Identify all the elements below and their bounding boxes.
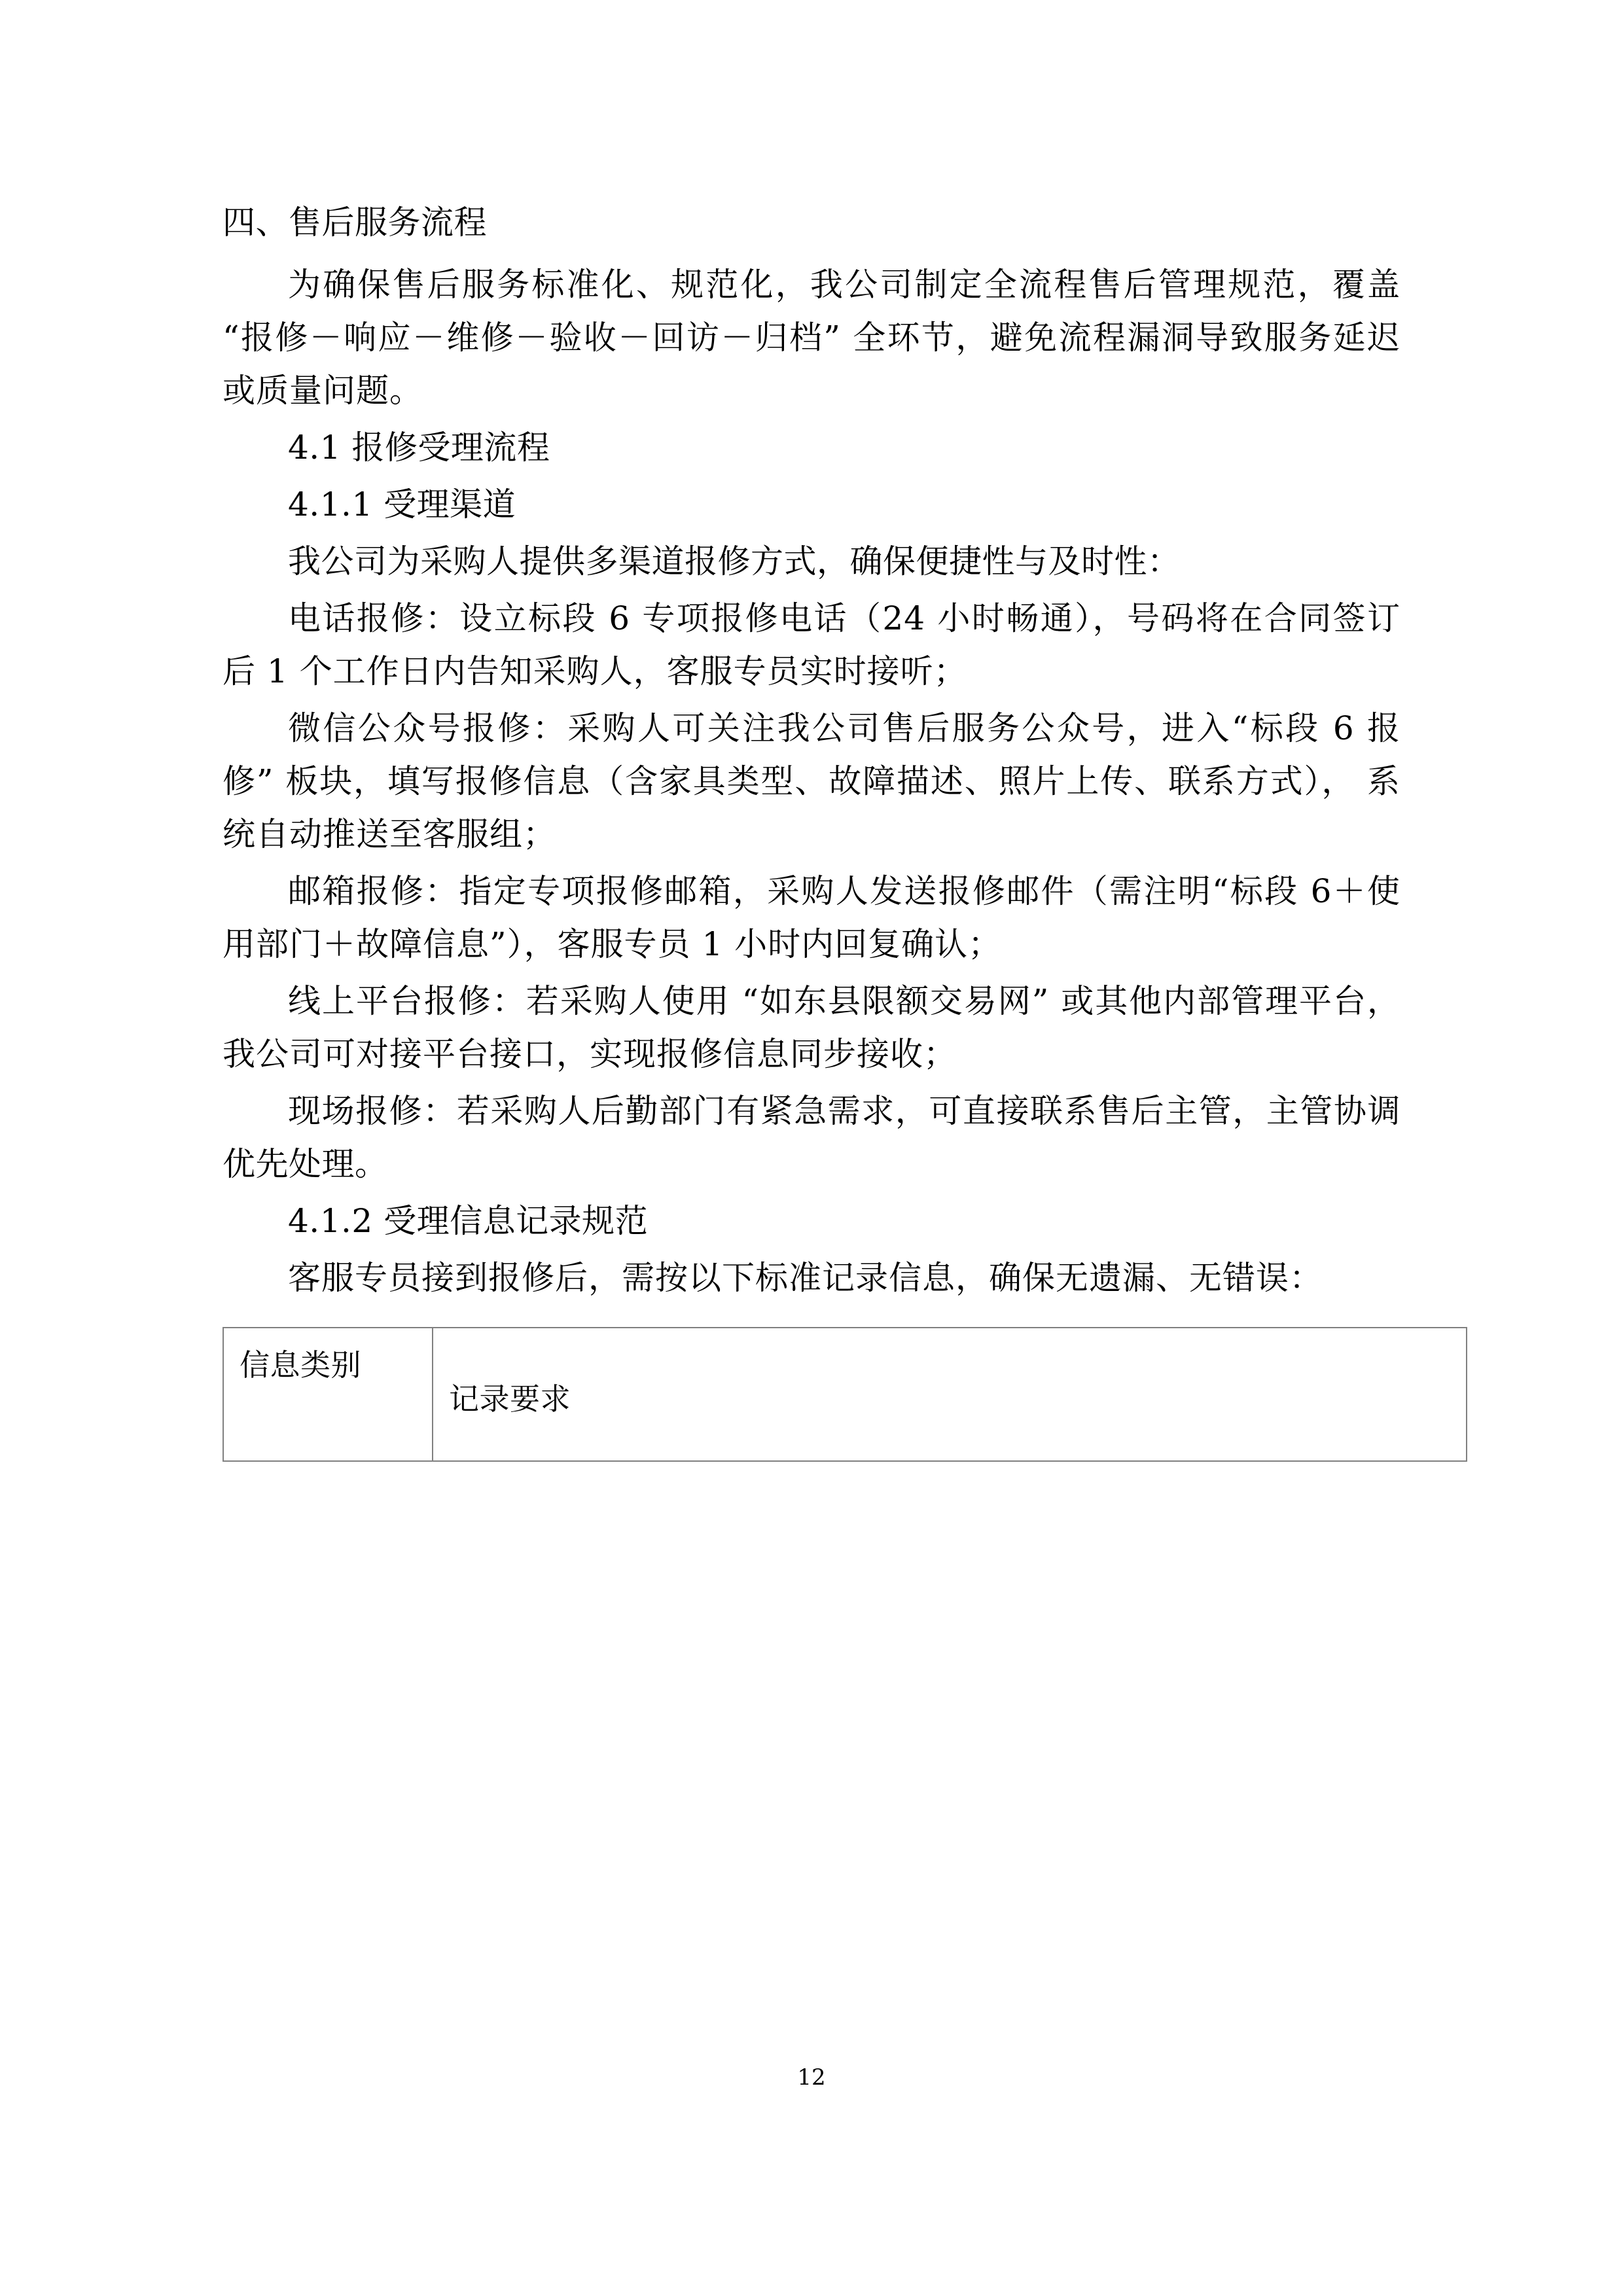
channel-paragraph-wechat: 微信公众号报修：采购人可关注我公司售后服务公众号，进入“标段 6 报修” 板块，填写报修信息（含家具类型、故障描述、照片上传、联系方式）， 系统自动推送至客服组；: [223, 709, 1400, 853]
channel-paragraph-email: 邮箱报修：指定专项报修邮箱，采购人发送报修邮件（需注明“标段 6＋使用部门＋故障信息”），客服专员 1 小时内回复确认；: [223, 872, 1400, 963]
table-header-record-requirement: 记录要求: [433, 1328, 1467, 1461]
page-number: 12: [797, 2064, 826, 2091]
subsection-heading-4-1-1: 4.1.1 受理渠道: [288, 486, 516, 523]
section-heading: 四、售后服务流程: [223, 203, 487, 241]
table-header-info-type: 信息类别: [223, 1328, 433, 1461]
channel-paragraph-online-platform: 线上平台报修：若采购人使用 “如东县限额交易网” 或其他内部管理平台，我公司可对接平台接口，实现报修信息同步接收；: [223, 982, 1400, 1073]
channel-intro-paragraph: 我公司为采购人提供多渠道报修方式，确保便捷性与及时性：: [288, 542, 1181, 580]
record-intro-paragraph: 客服专员接到报修后，需按以下标准记录信息，确保无遗漏、无错误：: [288, 1259, 1323, 1297]
info-record-table: [223, 1327, 1467, 1462]
subsection-heading-4-1-2: 4.1.2 受理信息记录规范: [288, 1202, 649, 1240]
channel-paragraph-phone: 电话报修：设立标段 6 专项报修电话（24 小时畅通），号码将在合同签订后 1 个工作日内告知采购人，客服专员实时接听；: [223, 599, 1400, 690]
subsection-heading-4-1: 4.1 报修受理流程: [288, 429, 550, 467]
document-body: [223, 196, 1400, 1462]
channel-paragraph-onsite: 现场报修：若采购人后勤部门有紧急需求，可直接联系售后主管，主管协调优先处理。: [223, 1092, 1400, 1183]
table-row: [223, 1328, 1467, 1461]
intro-paragraph: 为确保售后服务标准化、规范化，我公司制定全流程售后管理规范，覆盖 “报修－响应－维修－验收－回访－归档” 全环节，避免流程漏洞导致服务延迟或质量问题。: [223, 266, 1400, 410]
